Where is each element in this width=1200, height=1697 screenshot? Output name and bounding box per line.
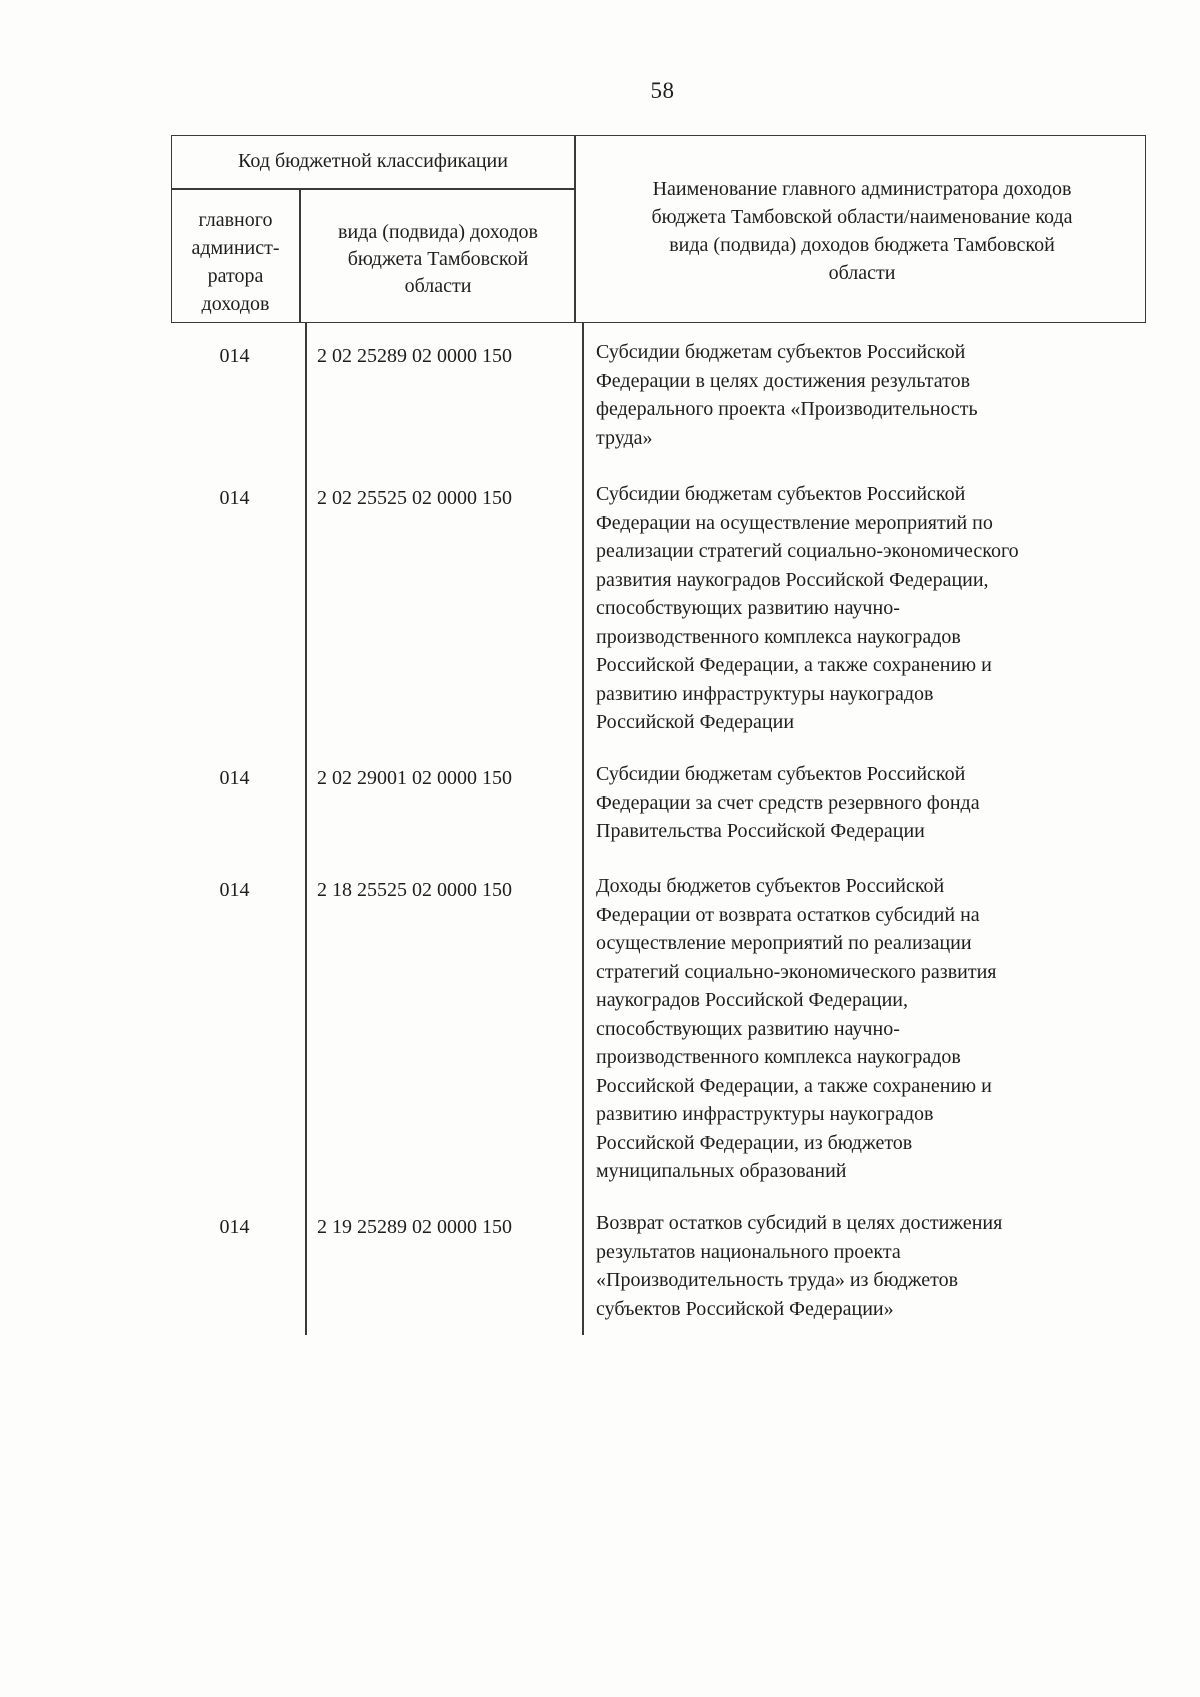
row-4-name: Доходы бюджетов субъектов Российской Федерации от возврата остатков субсидий на осуществление мероприятий по реализации стратегий социально-экономического развития наукоградов Российской Федерации, способствующих развитию научно- производственного комплекса наукоградов Российской Федерации, а также сохранению и развитию инфраструктуры наукоградов Российской Федерации, из бюджетов муниципальных образований: [596, 875, 997, 1182]
row-4-code: 2 18 25525 02 0000 150: [317, 879, 512, 901]
row-2-code: 2 02 25525 02 0000 150: [317, 487, 512, 509]
row-5-admin: 014: [219, 1216, 250, 1238]
row-1-code: 2 02 25289 02 0000 150: [317, 345, 512, 367]
row-3-code: 2 02 29001 02 0000 150: [317, 767, 512, 789]
header-col-admin: главного админист- ратора доходов: [191, 209, 280, 315]
row-4-admin: 014: [219, 879, 250, 901]
row-5-code: 2 19 25289 02 0000 150: [317, 1216, 512, 1238]
body-divider-right: [582, 323, 584, 1335]
row-1-admin: 014: [219, 345, 250, 367]
page-number: 58: [650, 78, 675, 103]
header-code-group: Код бюджетной классификации: [238, 150, 508, 172]
table-header: [171, 135, 1146, 323]
header-divider-sub: [299, 188, 301, 323]
row-3-name: Субсидии бюджетам субъектов Российской Федерации за счет средств резервного фонда Правительства Российской Федерации: [596, 763, 980, 842]
header-col-name: Наименование главного администратора доходов бюджета Тамбовской области/наименование кода вида (подвида) доходов бюджета Тамбовской области: [651, 178, 1073, 284]
row-3-admin: 014: [219, 767, 250, 789]
row-1-name: Субсидии бюджетам субъектов Российской Федерации в целях достижения результатов федерального проекта «Производительность труда»: [596, 341, 978, 449]
body-divider-left: [305, 323, 307, 1335]
row-2-admin: 014: [219, 487, 250, 509]
header-col-vid: вида (подвида) доходов бюджета Тамбовской области: [338, 221, 538, 297]
row-2-name: Субсидии бюджетам субъектов Российской Федерации на осуществление мероприятий по реализации стратегий социально-экономического развития наукоградов Российской Федерации, способствующих развитию научно- производственного комплекса наукоградов Российской Федерации, а также сохранению и развитию инфраструктуры наукоградов Российской Федерации: [596, 483, 1019, 733]
header-divider-horizontal: [172, 188, 574, 190]
row-5-name: Возврат остатков субсидий в целях достижения результатов национального проекта «Производительность труда» из бюджетов субъектов Российской Федерации»: [596, 1212, 1003, 1320]
header-divider-main: [574, 136, 576, 322]
